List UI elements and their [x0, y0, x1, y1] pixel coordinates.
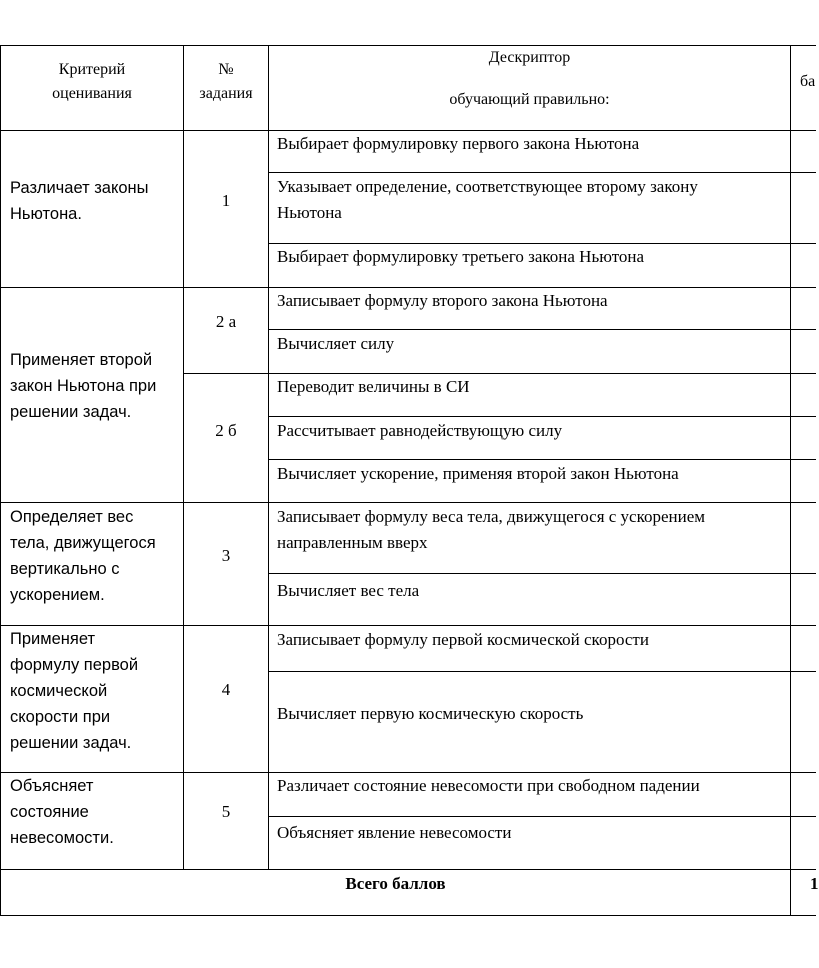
- header-criterion: [1, 58, 183, 106]
- descriptor-cell: [277, 578, 419, 604]
- header-descriptor-sub: [269, 88, 790, 112]
- descriptor-line: Вычисляет ускорение, применяя второй закон Ньютона: [277, 464, 679, 483]
- column-divider: [183, 45, 184, 870]
- criterion-line: невесомости.: [10, 829, 114, 847]
- task-number: 4: [221, 680, 231, 699]
- criterion-line: решении задач.: [10, 734, 132, 752]
- descriptor-line: Указывает определение, соответствующее второму закону: [277, 177, 698, 196]
- descriptor-cell: [277, 418, 562, 444]
- criterion-line: Ньютона.: [10, 205, 82, 223]
- descriptor-line: Вычисляет первую космическую скорость: [277, 704, 584, 723]
- header-criterion-line: оценивания: [52, 85, 132, 102]
- header-descriptor: [269, 46, 790, 70]
- task-number: 2 б: [215, 421, 237, 440]
- criterion-line: Объясняет: [10, 777, 94, 795]
- descriptor-cell: [277, 331, 394, 357]
- descriptor-cell: [277, 773, 700, 799]
- descriptor-line: Рассчитывает равнодействующую силу: [277, 421, 563, 440]
- criterion-line: ускорением.: [10, 586, 105, 604]
- cell-divider: [268, 671, 816, 672]
- descriptor-cell: [277, 504, 705, 556]
- descriptor-cell: [277, 131, 639, 157]
- criterion-line: закон Ньютона при: [10, 377, 157, 395]
- criterion-line: Определяет вес: [10, 508, 134, 526]
- column-divider: [268, 45, 269, 870]
- header-descriptor-subtitle: обучающий правильно:: [449, 91, 610, 108]
- criterion-line: формулу первой: [10, 656, 139, 674]
- header-task-line: №: [218, 61, 234, 78]
- descriptor-cell: [277, 288, 608, 314]
- cell-divider: [268, 459, 816, 460]
- descriptor-cell: [277, 174, 698, 226]
- row-divider: [0, 502, 816, 503]
- cell-divider: [268, 816, 816, 817]
- header-descriptor-title: Дескриптор: [488, 49, 571, 66]
- descriptor-cell: [277, 820, 511, 846]
- descriptor-cell: [277, 244, 644, 270]
- table-border-bottom: [0, 915, 816, 916]
- criterion-line: скорости при: [10, 708, 111, 726]
- criterion-cell: [10, 347, 156, 425]
- criterion-line: состояние: [10, 803, 89, 821]
- descriptor-line: Записывает формулу веса тела, движущегося с ускорением: [277, 507, 706, 526]
- cell-divider: [268, 172, 816, 173]
- descriptor-line: Выбирает формулировку первого закона Ньютона: [277, 134, 640, 153]
- header-task-number: [184, 58, 268, 106]
- task-number: 3: [221, 546, 231, 565]
- column-divider: [790, 45, 791, 916]
- descriptor-line: Вычисляет вес тела: [277, 581, 420, 600]
- descriptor-line: Переводит величины в СИ: [277, 377, 470, 396]
- criterion-cell: [10, 626, 138, 756]
- criterion-line: космической: [10, 682, 108, 700]
- cell-divider: [268, 329, 816, 330]
- task-number: 5: [221, 802, 231, 821]
- descriptor-cell: [277, 627, 649, 653]
- row-divider: [0, 869, 816, 870]
- criterion-line: Применяет второй: [10, 351, 153, 369]
- criterion-cell: [10, 175, 149, 227]
- descriptor-cell: [277, 461, 679, 487]
- criterion-cell: [10, 773, 114, 851]
- descriptor-line: направленным вверх: [277, 533, 428, 552]
- descriptor-cell: [277, 374, 470, 400]
- descriptor-line: Записывает формулу второго закона Ньютона: [277, 291, 608, 310]
- task-number: 2 а: [215, 312, 237, 331]
- task-number: 1: [221, 191, 231, 210]
- descriptor-line: Различает состояние невесомости при свободном падении: [277, 776, 700, 795]
- table-border-left: [0, 45, 1, 916]
- criterion-line: вертикально с: [10, 560, 120, 578]
- cell-divider: [268, 416, 816, 417]
- descriptor-line: Ньютона: [277, 203, 342, 222]
- descriptor-line: Объясняет явление невесомости: [277, 823, 512, 842]
- descriptor-cell: [277, 701, 583, 727]
- header-task-line: задания: [199, 85, 253, 102]
- criterion-line: тела, движущегося: [10, 534, 156, 552]
- criterion-line: Применяет: [10, 630, 96, 648]
- descriptor-line: Записывает формулу первой космической скорости: [277, 630, 649, 649]
- header-score: ба: [800, 73, 816, 90]
- descriptor-line: Вычисляет силу: [277, 334, 395, 353]
- total-value: 1: [810, 874, 819, 893]
- descriptor-line: Выбирает формулировку третьего закона Ньютона: [277, 247, 645, 266]
- criterion-line: Различает законы: [10, 179, 149, 197]
- cell-divider: [268, 573, 816, 574]
- total-label: Всего баллов: [345, 874, 446, 893]
- criterion-line: решении задач.: [10, 403, 132, 421]
- criterion-cell: [10, 504, 156, 608]
- header-criterion-line: Критерий: [58, 61, 126, 78]
